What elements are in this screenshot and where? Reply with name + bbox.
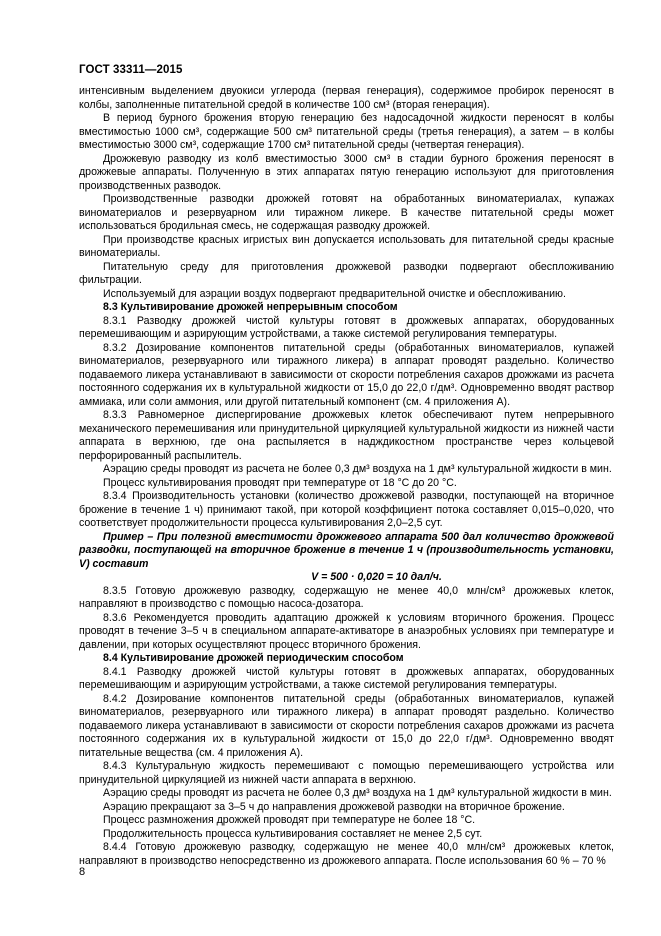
clause-8-4-4: 8.4.4 Готовую дрожжевую разводку, содержащую не менее 40,0 млн/см³ дрожжевых клеток, направляют в производство непосредственно из дрожжевого аппарата. После использования 60 % – 70 % bbox=[79, 841, 614, 867]
paragraph-4: Производственные разводки дрожжей готовят на обработанных виноматериалах, купажах виноматериалов и резервуарном или тиражном ликере. В качестве питательной среды может использоваться бродильная смесь, не содержащая разводку дрожжей. bbox=[79, 193, 614, 232]
temperature-note-2: Процесс размножения дрожжей проводят при температуре не более 18 °С. bbox=[103, 814, 476, 826]
temperature-note-1: Процесс культивирования проводят при температуре от 18 °С до 20 °С. bbox=[103, 476, 457, 489]
clause-8-3-2: 8.3.2 Дозирование компонентов питательной среды (обработанных виноматериалов, купажей виноматериалов, резервуарного или тиражного ликера) в аппарат проводят раздельно. Количество подаваемого ликера устанавливают в зависимости от скорости потребления сахаров дрожжами из расчета постоянного содержания их в культуральной жидкости от 15,0 до 22,0 г/дм³. Одновременно вводят раствор аммиака, или соли аммония, или другой питательный компонент (см. 4 приложения А). bbox=[79, 341, 614, 408]
document-body bbox=[79, 85, 614, 868]
clause-8-3-6: 8.3.6 Рекомендуется проводить адаптацию дрожжей к условиям вторичного брожения. Процесс проводят в течение 3–5 ч в специальном аппарате-активаторе в анаэробных условиях при температуре и давлении, при которых осуществляют процесс вторичного брожения. bbox=[79, 611, 614, 651]
aeration-stop-note: Аэрацию прекращают за 3–5 ч до направления дрожжевой разводки на вторичное брожение. bbox=[103, 800, 565, 813]
paragraph-7: Используемый для аэрации воздух подвергают предварительной очистке и обеспложиванию. bbox=[103, 287, 566, 300]
clause-8-3-4: 8.3.4 Производительность установки (количество дрожжевой разводки, поступающей на вторичное брожение в течение 1 ч) принимают такой, при которой коэффициент потока составляет 0,015–0,020, что соответствует продолжительности процесса культивирования 2,0–2,5 сут. bbox=[79, 490, 614, 529]
clause-8-4-1: 8.4.1 Разводку дрожжей чистой культуры готовят в дрожжевых аппаратах, оборудованных перемешивающим и аэрирующим устройствами, а также системой регулирования температуры. bbox=[79, 665, 614, 691]
page-number: 8 bbox=[79, 866, 86, 878]
section-heading-8-3: 8.3 Культивирование дрожжей непрерывным способом bbox=[103, 301, 398, 313]
example-formula: V = 500 · 0,020 = 10 дал/ч. bbox=[311, 571, 442, 583]
aeration-note-1: Аэрацию среды проводят из расчета не более 0,3 дм³ воздуха на 1 дм³ культуральной жидкости в мин. bbox=[103, 463, 612, 475]
standard-header: ГОСТ 33311—2015 bbox=[79, 64, 183, 76]
example-text: Пример – При полезной вместимости дрожжевого аппарата 500 дал количество дрожжевой разводки, поступающей на вторичное брожение в течение 1 ч (производительность установки, V) составит bbox=[79, 530, 614, 570]
duration-note: Продолжительность процесса культивирования составляет не менее 2,5 сут. bbox=[103, 827, 483, 840]
clause-8-3-3: 8.3.3 Равномерное диспергирование дрожжевых клеток обеспечивают путем непрерывного механического перемешивания или принудительной циркуляцией культуральной жидкости из нижней части аппарата в верхнюю, где она распыляется в надждикостном пространстве через кольцевой перфорированный распылитель. bbox=[79, 409, 614, 462]
paragraph-6: Питательную среду для приготовления дрожжевой разводки подвергают обеспложиванию фильтрации. bbox=[79, 260, 614, 286]
section-heading-8-4: 8.4 Культивирование дрожжей периодическим способом bbox=[103, 652, 404, 664]
clause-8-4-2: 8.4.2 Дозирование компонентов питательной среды (обработанных виноматериалов, купажей виноматериалов, резервуарного или тиражного ликера) в аппарат проводят раздельно. Количество подаваемого ликера устанавливают в зависимости от скорости потребления сахаров дрожжами из расчета постоянного содержания их в культуральной жидкости от 15,0 до 22,0 г/дм³. Одновременно вводят питательные вещества (см. 4 приложения А). bbox=[79, 692, 614, 759]
clause-8-4-3: 8.4.3 Культуральную жидкость перемешивают с помощью перемешивающего устройства или принудительной циркуляцией из нижней части аппарата в верхнюю. bbox=[79, 760, 614, 786]
paragraph-1: интенсивным выделением двуокиси углерода (первая генерация), содержимое пробирок переносят в колбы, заполненные питательной средой в количестве 100 см³ (вторая генерация). bbox=[79, 85, 614, 111]
paragraph-2: В период бурного брожения вторую генерацию без надосадочной жидкости переносят в колбы вместимостью 1000 см³, содержащие 500 см³ питательной среды (третья генерация), а затем – в колбы вместимостью 3000 см³, содержащие 1700 см³ питательной среды (четвертая генерация). bbox=[79, 112, 614, 151]
clause-8-3-5: 8.3.5 Готовую дрожжевую разводку, содержащую не менее 40,0 млн/см³ дрожжевых клеток, направляют в производство с помощью насоса-дозатора. bbox=[79, 584, 614, 610]
clause-8-3-1: 8.3.1 Разводку дрожжей чистой культуры готовят в дрожжевых аппаратах, оборудованных перемешивающим и аэрирующим устройствами, а также системой регулирования температуры. bbox=[79, 314, 614, 340]
paragraph-5: При производстве красных игристых вин допускается использовать для питательной среды красные виноматериалы. bbox=[79, 233, 614, 259]
paragraph-3: Дрожжевую разводку из колб вместимостью 3000 см³ в стадии бурного брожения переносят в дрожжевые аппараты. Полученную в этих аппаратах пятую генерацию используют для приготовления производственных разводок. bbox=[79, 152, 614, 192]
aeration-note-2: Аэрацию среды проводят из расчета не более 0,3 дм³ воздуха на 1 дм³ культуральной жидкости в мин. bbox=[103, 787, 612, 799]
